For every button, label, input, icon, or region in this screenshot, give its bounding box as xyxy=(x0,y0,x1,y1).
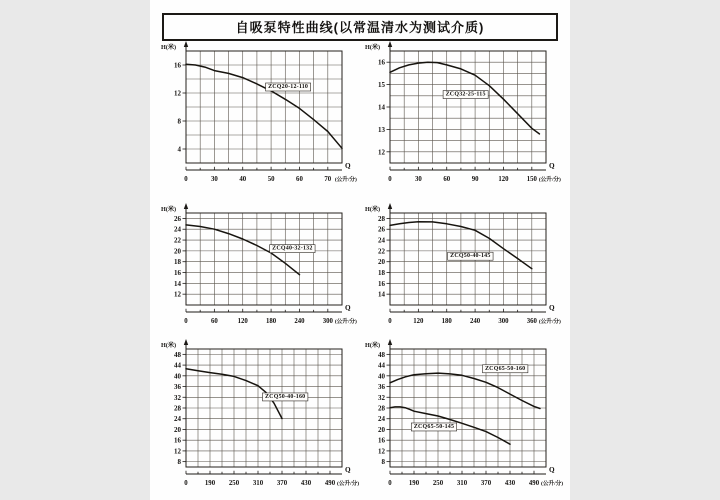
svg-text:48: 48 xyxy=(174,350,181,359)
svg-text:26: 26 xyxy=(378,225,385,234)
svg-text:15: 15 xyxy=(378,81,385,90)
curve-label-zcq50-40-145: ZCQ50-40-145 xyxy=(450,253,491,260)
curve-label-zcq20-12-110: ZCQ20-12-110 xyxy=(268,84,309,90)
svg-text:300: 300 xyxy=(498,318,509,325)
y-axis-label: H(米) xyxy=(161,206,177,213)
svg-text:12: 12 xyxy=(378,148,385,157)
svg-text:490: 490 xyxy=(528,480,540,487)
svg-text:40: 40 xyxy=(174,372,181,381)
svg-text:16: 16 xyxy=(174,269,181,278)
chart-row-1 xyxy=(160,43,570,193)
svg-text:24: 24 xyxy=(378,415,385,424)
x-axis-label: Q xyxy=(345,304,351,312)
chart-svg-zcq40-32-132 xyxy=(160,205,357,335)
chart-zcq32-25-115 xyxy=(364,43,561,193)
chart-zcq50-40-145 xyxy=(364,205,561,335)
x-axis-label: Q xyxy=(549,466,555,474)
svg-text:14: 14 xyxy=(378,290,385,299)
chart-row-3 xyxy=(160,341,570,497)
svg-text:70: 70 xyxy=(324,176,332,183)
svg-text:12: 12 xyxy=(174,89,181,98)
svg-text:36: 36 xyxy=(174,383,181,392)
svg-text:60: 60 xyxy=(210,318,218,325)
chart-zcq20-12-110 xyxy=(160,43,357,193)
svg-text:36: 36 xyxy=(378,383,385,392)
svg-text:32: 32 xyxy=(174,393,181,402)
x-axis-unit: (公升/分) xyxy=(538,177,561,183)
chart-svg-zcq50-40-160 xyxy=(160,341,360,497)
scanned-page xyxy=(150,0,570,500)
y-axis-label: H(米) xyxy=(161,44,177,51)
svg-text:26: 26 xyxy=(174,214,181,223)
y-axis-label: H(米) xyxy=(365,206,381,213)
svg-text:250: 250 xyxy=(228,480,240,487)
svg-text:16: 16 xyxy=(378,436,385,445)
svg-text:180: 180 xyxy=(265,318,277,325)
x-axis-unit: (公升/分) xyxy=(541,481,564,487)
svg-text:0: 0 xyxy=(388,480,392,487)
svg-text:190: 190 xyxy=(408,480,420,487)
curve-label-zcq40-32-132: ZCQ40-32-132 xyxy=(272,245,313,252)
svg-text:310: 310 xyxy=(456,480,468,487)
chart-svg-zcq32-25-115 xyxy=(364,43,561,193)
svg-text:40: 40 xyxy=(239,176,247,183)
chart-zcq65-50-160-145 xyxy=(364,341,564,497)
svg-text:120: 120 xyxy=(413,318,424,325)
svg-text:370: 370 xyxy=(480,480,492,487)
chart-zcq40-32-132 xyxy=(160,205,357,335)
chart-row-2 xyxy=(160,205,570,335)
chart-svg-zcq65-50-160-145 xyxy=(364,341,564,497)
svg-text:14: 14 xyxy=(174,279,181,288)
x-axis-unit: (公升/分) xyxy=(337,481,360,487)
y-axis-label: H(米) xyxy=(365,44,381,51)
svg-text:44: 44 xyxy=(174,361,181,370)
svg-text:240: 240 xyxy=(469,318,481,325)
x-axis-label: Q xyxy=(345,466,351,474)
chart-zcq50-40-160 xyxy=(160,341,360,497)
svg-text:8: 8 xyxy=(177,458,181,467)
svg-text:250: 250 xyxy=(432,480,444,487)
svg-text:22: 22 xyxy=(174,236,181,245)
svg-text:0: 0 xyxy=(184,176,188,183)
curve-label-zcq65-50-160: ZCQ65-50-160 xyxy=(484,365,526,372)
x-axis-label: Q xyxy=(549,162,555,170)
svg-text:14: 14 xyxy=(378,103,385,112)
svg-text:20: 20 xyxy=(378,258,385,267)
svg-text:0: 0 xyxy=(388,318,392,325)
page-title: 自吸泵特性曲线(以常温清水为测试介质) xyxy=(162,13,558,41)
svg-text:48: 48 xyxy=(378,350,385,359)
svg-text:20: 20 xyxy=(378,425,385,434)
svg-text:0: 0 xyxy=(184,480,188,487)
svg-text:16: 16 xyxy=(174,436,181,445)
svg-text:190: 190 xyxy=(204,480,216,487)
x-axis-unit: (公升/分) xyxy=(334,177,357,183)
curve-zcq65-50-160 xyxy=(390,373,540,408)
y-axis-label: H(米) xyxy=(161,342,177,349)
charts-grid xyxy=(160,43,570,497)
svg-text:50: 50 xyxy=(267,176,275,183)
svg-text:150: 150 xyxy=(526,176,537,183)
x-axis-label: Q xyxy=(345,162,351,170)
chart-svg-zcq20-12-110 xyxy=(160,43,357,193)
svg-text:240: 240 xyxy=(294,318,305,325)
svg-text:30: 30 xyxy=(414,176,422,183)
svg-text:28: 28 xyxy=(378,404,385,413)
svg-text:430: 430 xyxy=(300,480,312,487)
curve-label-zcq32-25-115: ZCQ32-25-115 xyxy=(445,91,486,98)
svg-text:24: 24 xyxy=(378,236,385,245)
curve-zcq20-12-110 xyxy=(186,64,342,148)
svg-text:20: 20 xyxy=(174,425,181,434)
svg-text:28: 28 xyxy=(378,214,385,223)
curve-label-zcq65-50-145: ZCQ65-50-145 xyxy=(413,423,455,430)
svg-text:0: 0 xyxy=(388,176,392,183)
svg-text:22: 22 xyxy=(378,247,385,256)
svg-text:370: 370 xyxy=(276,480,288,487)
svg-text:40: 40 xyxy=(378,372,385,381)
y-axis-label: H(米) xyxy=(365,342,381,349)
svg-text:12: 12 xyxy=(174,447,181,456)
svg-text:16: 16 xyxy=(378,279,385,288)
svg-text:310: 310 xyxy=(252,480,264,487)
x-axis-unit: (公升/分) xyxy=(334,319,357,325)
svg-text:4: 4 xyxy=(177,145,181,154)
svg-text:180: 180 xyxy=(441,318,452,325)
svg-text:8: 8 xyxy=(177,117,181,126)
svg-text:18: 18 xyxy=(174,258,181,267)
svg-text:30: 30 xyxy=(210,176,218,183)
svg-text:8: 8 xyxy=(381,458,385,467)
svg-text:16: 16 xyxy=(378,58,385,67)
svg-text:0: 0 xyxy=(184,318,188,325)
svg-text:44: 44 xyxy=(378,361,385,370)
svg-text:13: 13 xyxy=(378,125,385,134)
svg-text:12: 12 xyxy=(174,290,181,299)
svg-text:60: 60 xyxy=(296,176,303,183)
svg-text:300: 300 xyxy=(322,318,333,325)
x-axis-unit: (公升/分) xyxy=(538,319,561,325)
curve-label-zcq50-40-160: ZCQ50-40-160 xyxy=(264,393,306,400)
svg-text:12: 12 xyxy=(378,447,385,456)
svg-text:24: 24 xyxy=(174,415,181,424)
svg-text:18: 18 xyxy=(378,269,385,278)
svg-text:90: 90 xyxy=(471,176,479,183)
svg-text:360: 360 xyxy=(526,318,537,325)
svg-text:20: 20 xyxy=(174,247,181,256)
svg-text:60: 60 xyxy=(443,176,451,183)
svg-text:120: 120 xyxy=(498,176,509,183)
x-axis-label: Q xyxy=(549,304,555,312)
svg-text:120: 120 xyxy=(237,318,248,325)
svg-text:430: 430 xyxy=(504,480,516,487)
svg-text:32: 32 xyxy=(378,393,385,402)
chart-svg-zcq50-40-145 xyxy=(364,205,561,335)
svg-text:28: 28 xyxy=(174,404,181,413)
svg-text:16: 16 xyxy=(174,61,181,70)
svg-text:24: 24 xyxy=(174,225,181,234)
svg-text:490: 490 xyxy=(324,480,336,487)
